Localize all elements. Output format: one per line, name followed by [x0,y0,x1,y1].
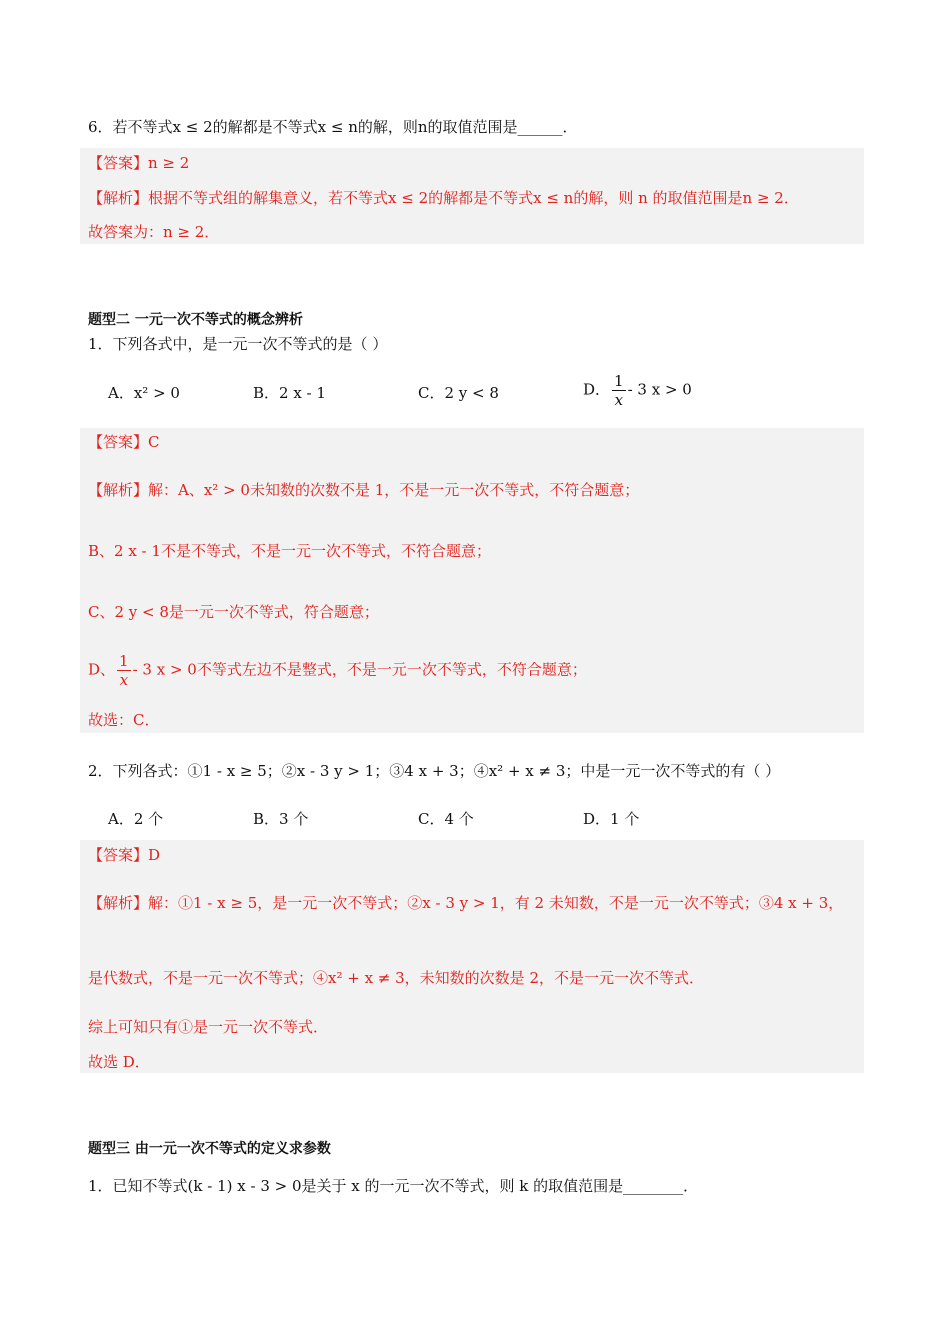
analysis-fraction-numerator: 1 [119,652,129,670]
fraction-denominator: x [614,391,624,409]
analysis-d-tail: - 3 x > 0不等式左边不是整式，不是一元一次不等式，不符合题意； [132,660,587,679]
analysis-fraction-denominator: x [119,671,129,689]
analysis-t2-q1-d [88,652,587,689]
option-d [583,372,692,409]
option-a-q2: A．2 个 [108,810,164,828]
answer-t2-q1: 【答案】C [88,433,160,451]
answer-box-t2-q2 [80,840,864,1073]
question-t2-2: 2．下列各式：①1 - x ≥ 5；②x - 3 y > 1；③4 x + 3；④x² + x ≠ 3；中是一元一次不等式的有（ ） [88,762,781,780]
analysis-d-head: D、 [88,660,116,679]
conclusion-t2-q1: 故选：C． [88,711,160,729]
analysis-t2-q1-c: C、2 y < 8是一元一次不等式，符合题意； [88,603,379,621]
fraction-numerator: 1 [614,372,624,390]
analysis-t2-q1-b: B、2 x - 1不是不等式，不是一元一次不等式，不符合题意； [88,542,491,560]
answer-q6: 【答案】n ≥ 2 [88,154,190,172]
fraction-1-over-x [612,372,626,409]
option-d-q2: D．1 个 [583,810,640,828]
option-c-q2: C．4 个 [418,810,474,828]
analysis-q6: 【解析】根据不等式组的解集意义，若不等式x ≤ 2的解都是不等式x ≤ n的解，则 n 的取值范围是n ≥ 2． [88,189,799,207]
conclusion-t2-q2: 故选 D． [88,1053,150,1071]
analysis-t2-q1-a: 【解析】解：A、x² > 0未知数的次数不是 1，不是一元一次不等式，不符合题意； [88,481,640,499]
answer-t2-q2: 【答案】D [88,846,161,864]
summary-t2-q2: 综上可知只有①是一元一次不等式． [88,1018,329,1036]
option-b-q2: B．3 个 [253,810,309,828]
section-heading-type2: 题型二 一元一次不等式的概念辨析 [88,312,303,328]
analysis-t2-q2-1: 【解析】解：①1 - x ≥ 5，是一元一次不等式；②x - 3 y > 1，有 2 未知数，不是一元一次不等式；③4 x + 3， [88,894,844,912]
option-b: B．2 x - 1 [253,384,326,402]
question-t3-1: 1．已知不等式(k - 1) x - 3 > 0是关于 x 的一元一次不等式，则 k 的取值范围是________． [88,1177,699,1195]
option-d-tail: - 3 x > 0 [627,380,692,399]
option-a: A．x² > 0 [108,384,180,402]
analysis-fraction [117,652,131,689]
analysis-t2-q2-2: 是代数式，不是一元一次不等式；④x² + x ≠ 3，未知数的次数是 2，不是一元一次不等式． [88,969,704,987]
option-c: C．2 y < 8 [418,384,499,402]
question-6: 6．若不等式x ≤ 2的解都是不等式x ≤ n的解，则n的取值范围是______． [88,118,578,136]
conclusion-q6: 故答案为：n ≥ 2． [88,223,220,241]
section-heading-type3: 题型三 由一元一次不等式的定义求参数 [88,1141,331,1157]
question-t2-1: 1．下列各式中，是一元一次不等式的是（ ） [88,335,388,353]
option-d-label: D． [583,380,611,399]
